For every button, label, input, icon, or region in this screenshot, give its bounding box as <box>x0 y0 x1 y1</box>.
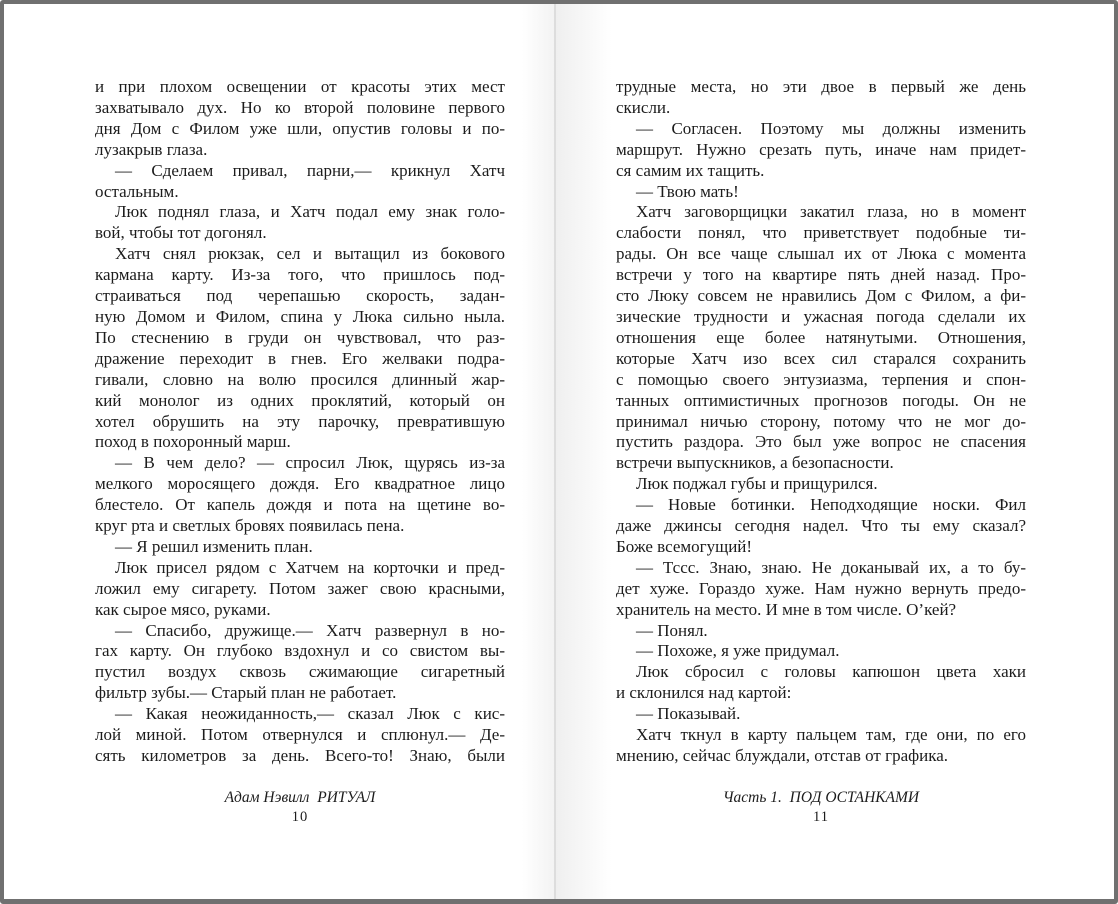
text-line: — Спасибо, дружище.— Хатч развернул в но- <box>115 620 505 640</box>
right-page-body <box>616 77 1026 767</box>
text-line: Люк поджал губы и прищурился. <box>636 474 878 494</box>
text-line: страиваться под черепашью скорость, задан- <box>95 286 505 306</box>
text-line: Люк поднял глаза, и Хатч подал ему знак голо- <box>115 202 505 222</box>
text-line: ную Домом и Филом, спина у Люка сильно ныла. <box>95 306 505 326</box>
text-line: — Я решил изменить план. <box>115 536 313 556</box>
text-line: встречи у того на квартире пять дней назад. Про- <box>616 265 1026 285</box>
text-line: дня Дом с Филом уже шли, опустив головы и по- <box>95 118 505 138</box>
text-line: блестело. От капель дождя и пота на щетине во- <box>95 495 505 515</box>
text-line: — Новые ботинки. Неподходящие носки. Фил <box>636 495 1026 515</box>
text-line: лузакрыв глаза. <box>95 139 208 159</box>
text-line: даже джинсы сегодня надел. Что ты ему сказал? <box>616 516 1026 536</box>
right-page-number: 11 <box>813 809 829 825</box>
text-line: пустить раздора. Это был уже вопрос не спасения <box>616 432 1026 452</box>
text-line: трудные места, но эти двое в первый же день <box>616 77 1026 96</box>
text-line: отношения еще более натянутыми. Отношения, <box>616 327 1026 347</box>
text-line: рады. Он все чаще слышал их от Люка с момента <box>616 244 1026 264</box>
text-line: — Показывай. <box>636 704 741 724</box>
text-line: поход в похоронный марш. <box>95 432 291 452</box>
text-line: фильтр зубы.— Старый план не работает. <box>95 683 397 703</box>
text-line: маршрут. Нужно срезать путь, иначе нам придет- <box>616 139 1026 159</box>
text-line: хотел обрушить на эту парочку, превратившую <box>95 411 505 431</box>
text-line: пустил воздух сквозь сжимающие сигаретный <box>95 662 505 682</box>
text-line: мнению, сейчас блуждали, отстав от графика. <box>616 746 949 765</box>
text-line: Хатч ткнул в карту пальцем там, где они, по его <box>636 725 1026 745</box>
text-line: слабости понял, что приветствует подобные ти- <box>616 223 1026 243</box>
page-gutter-shade-right <box>556 4 612 899</box>
page-gutter-shade-left <box>522 4 554 899</box>
text-line: хранитель на место. И мне в том числе. О’кей? <box>616 599 957 619</box>
text-line: остальным. <box>95 181 179 201</box>
text-line: как сырое мясо, руками. <box>95 599 271 619</box>
text-line: гивали, словно на волю просился длинный жар- <box>95 369 505 389</box>
text-line: — В чем дело? — спросил Люк, щурясь из-за <box>115 453 505 473</box>
text-line: — Какая неожиданность,— сказал Люк с кис- <box>115 704 505 724</box>
text-line: ся самим их тащить. <box>616 160 765 180</box>
text-line: сять километров за день. Всего-то! Знаю, были <box>95 746 505 765</box>
text-line: Боже всемогущий! <box>616 536 753 556</box>
text-line: ложил ему сигарету. Потом зажег свою красными, <box>95 578 505 598</box>
left-page-body <box>95 77 505 767</box>
text-line: зические трудности и ужасная погода сделали их <box>616 306 1026 326</box>
text-line: принимал ничью сторону, потому что не мог до- <box>616 411 1026 431</box>
text-line: — Похоже, я уже придумал. <box>636 641 840 661</box>
text-line: и склонился над картой: <box>616 683 792 703</box>
text-line: вой, чтобы тот догонял. <box>95 223 267 243</box>
left-page <box>95 0 505 904</box>
text-line: кий монолог из одних проклятий, который он <box>95 390 505 410</box>
left-running-title: Адам Нэвилл РИТУАЛ <box>224 789 376 806</box>
right-running-title: Часть 1. ПОД ОСТАНКАМИ <box>722 789 920 806</box>
text-line: — Сделаем привал, парни,— крикнул Хатч <box>115 160 505 180</box>
text-line: танных оптимистичных прогнозов погоды. Он не <box>616 390 1026 410</box>
text-line: — Понял. <box>636 620 708 640</box>
text-line: скисли. <box>616 97 671 117</box>
text-line: которые Хатч изо всех сил старался сохранить <box>616 348 1026 368</box>
text-line: и при плохом освещении от красоты этих мест <box>95 77 505 96</box>
text-line: — Твою мать! <box>636 181 739 201</box>
right-page <box>616 0 1026 904</box>
text-line: По стеснению в груди он чувствовал, что раз- <box>95 327 505 347</box>
left-page-number: 10 <box>291 809 309 825</box>
text-line: гах карту. Он глубоко вздохнул и со свистом вы- <box>95 641 505 661</box>
text-line: лой миной. Потом отвернулся и сплюнул.— Де- <box>95 725 505 745</box>
text-line: захватывало дух. Но ко второй половине первого <box>95 97 505 117</box>
text-line: дражение переходит в гнев. Его желваки подра- <box>95 348 505 368</box>
text-line: кармана карту. Из-за того, что пришлось под- <box>95 265 505 285</box>
text-line: с помощью своего энтузиазма, терпения и спон- <box>616 369 1026 389</box>
text-line: Хатч заговорщицки закатил глаза, но в момент <box>636 202 1026 222</box>
text-line: — Тссс. Знаю, знаю. Не доканывай их, а то бу- <box>636 557 1026 577</box>
text-line: Люк сбросил с головы капюшон цвета хаки <box>636 662 1026 682</box>
text-line: Люк присел рядом с Хатчем на корточки и пред- <box>115 557 505 577</box>
text-line: круг рта и светлых бровях появилась пена. <box>95 516 405 536</box>
text-line: — Согласен. Поэтому мы должны изменить <box>636 118 1026 138</box>
text-line: сто Люку совсем не нравились Дом с Филом, а фи- <box>616 286 1026 306</box>
text-line: мелкого моросящего дождя. Его квадратное лицо <box>95 474 505 494</box>
text-line: встречи выпускников, а безопасности. <box>616 453 894 473</box>
text-line: Хатч снял рюкзак, сел и вытащил из бокового <box>115 244 505 264</box>
text-line: дет хуже. Гораздо хуже. Нам нужно вернуть предо- <box>616 578 1026 598</box>
